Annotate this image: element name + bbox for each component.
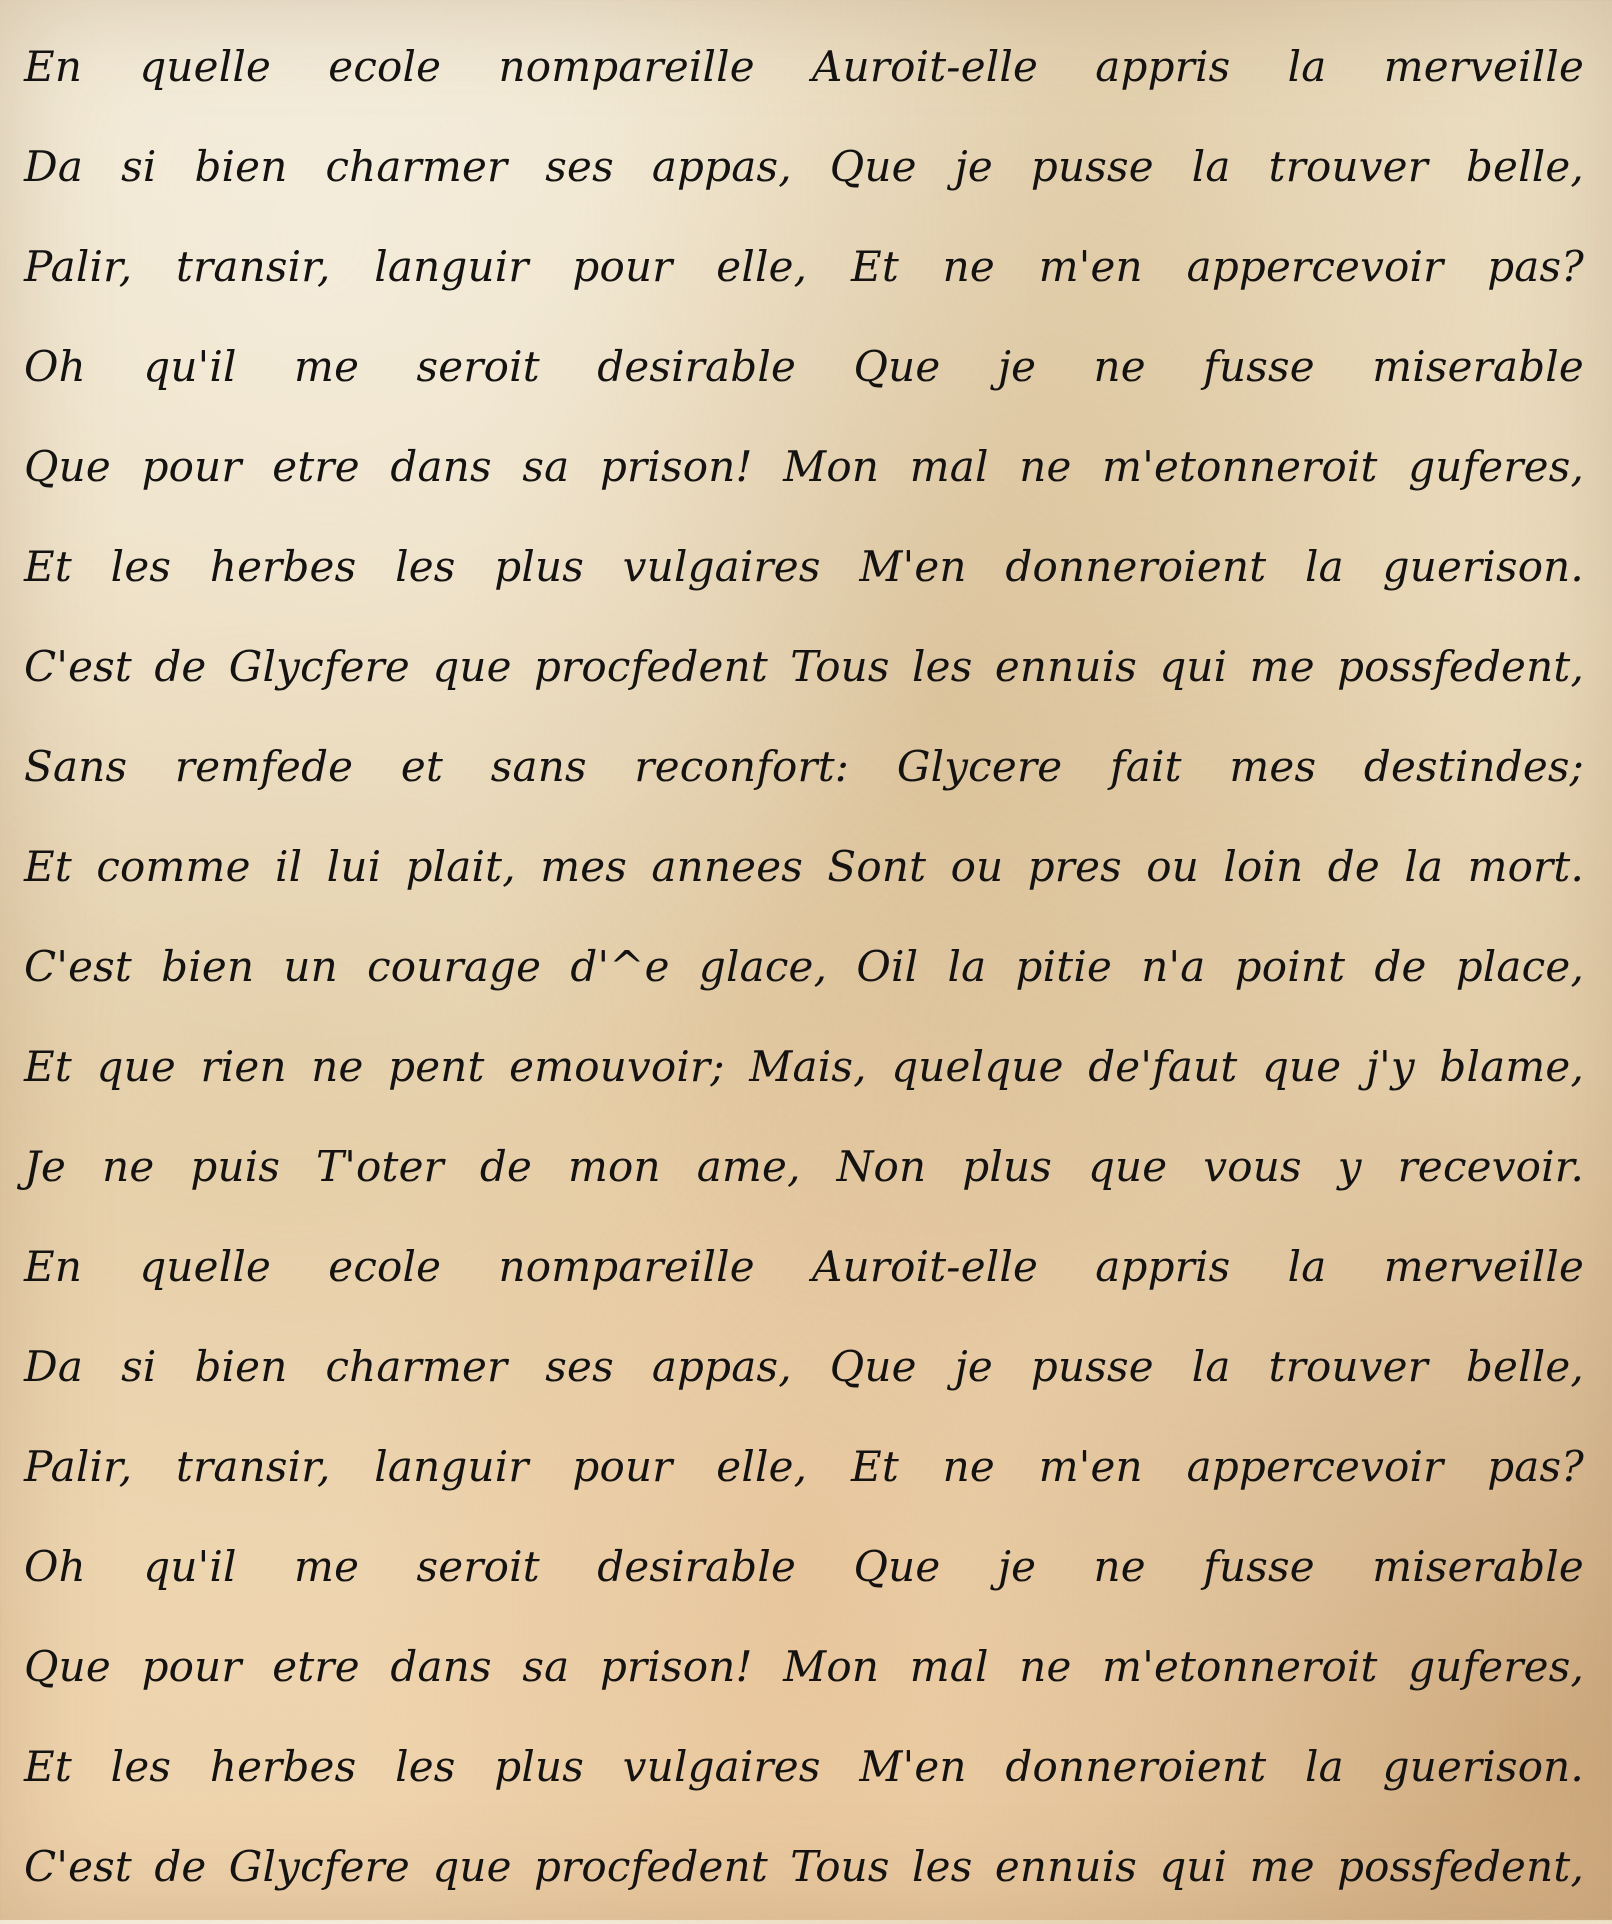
poem-line: C'est bien un courage d'^e glace, Oil la pitie n'a point de place, [24, 942, 1584, 991]
poem-line: Et comme il lui plait, mes annees Sont ou pres ou loin de la mort. [24, 842, 1584, 891]
poem-line: Oh qu'il me seroit desirable Que je ne fusse miserable [24, 1542, 1584, 1591]
poem-line: Et les herbes les plus vulgaires M'en donneroient la guerison. [24, 542, 1584, 591]
poem-line: Que pour etre dans sa prison! Mon mal ne m'etonneroit guferes, [24, 442, 1584, 491]
poem-line: Oh qu'il me seroit desirable Que je ne fusse miserable [24, 342, 1584, 391]
poem-line: Palir, transir, languir pour elle, Et ne m'en appercevoir pas? [24, 1442, 1584, 1491]
poem-line: C'est de Glycfere que procfedent Tous les ennuis qui me possfedent, [24, 1842, 1584, 1891]
poem-line: Que pour etre dans sa prison! Mon mal ne m'etonneroit guferes, [24, 1642, 1584, 1691]
poem-line: Palir, transir, languir pour elle, Et ne m'en appercevoir pas? [24, 242, 1584, 291]
poem-line: Da si bien charmer ses appas, Que je pusse la trouver belle, [24, 142, 1584, 191]
poem-line: En quelle ecole nompareille Auroit-elle appris la merveille [24, 42, 1584, 91]
poem-line: Je ne puis T'oter de mon ame, Non plus que vous y recevoir. [24, 1142, 1584, 1191]
poem-line: Et les herbes les plus vulgaires M'en donneroient la guerison. [24, 1742, 1584, 1791]
poem-line: En quelle ecole nompareille Auroit-elle appris la merveille [24, 1242, 1584, 1291]
poem-line: Sans remfede et sans reconfort: Glycere fait mes destindes; [24, 742, 1584, 791]
poem-line: C'est de Glycfere que procfedent Tous les ennuis qui me possfedent, [24, 642, 1584, 691]
poem-line: Et que rien ne pent emouvoir; Mais, quelque de'faut que j'y blame, [24, 1042, 1584, 1091]
poem-line: Da si bien charmer ses appas, Que je pusse la trouver belle, [24, 1342, 1584, 1391]
